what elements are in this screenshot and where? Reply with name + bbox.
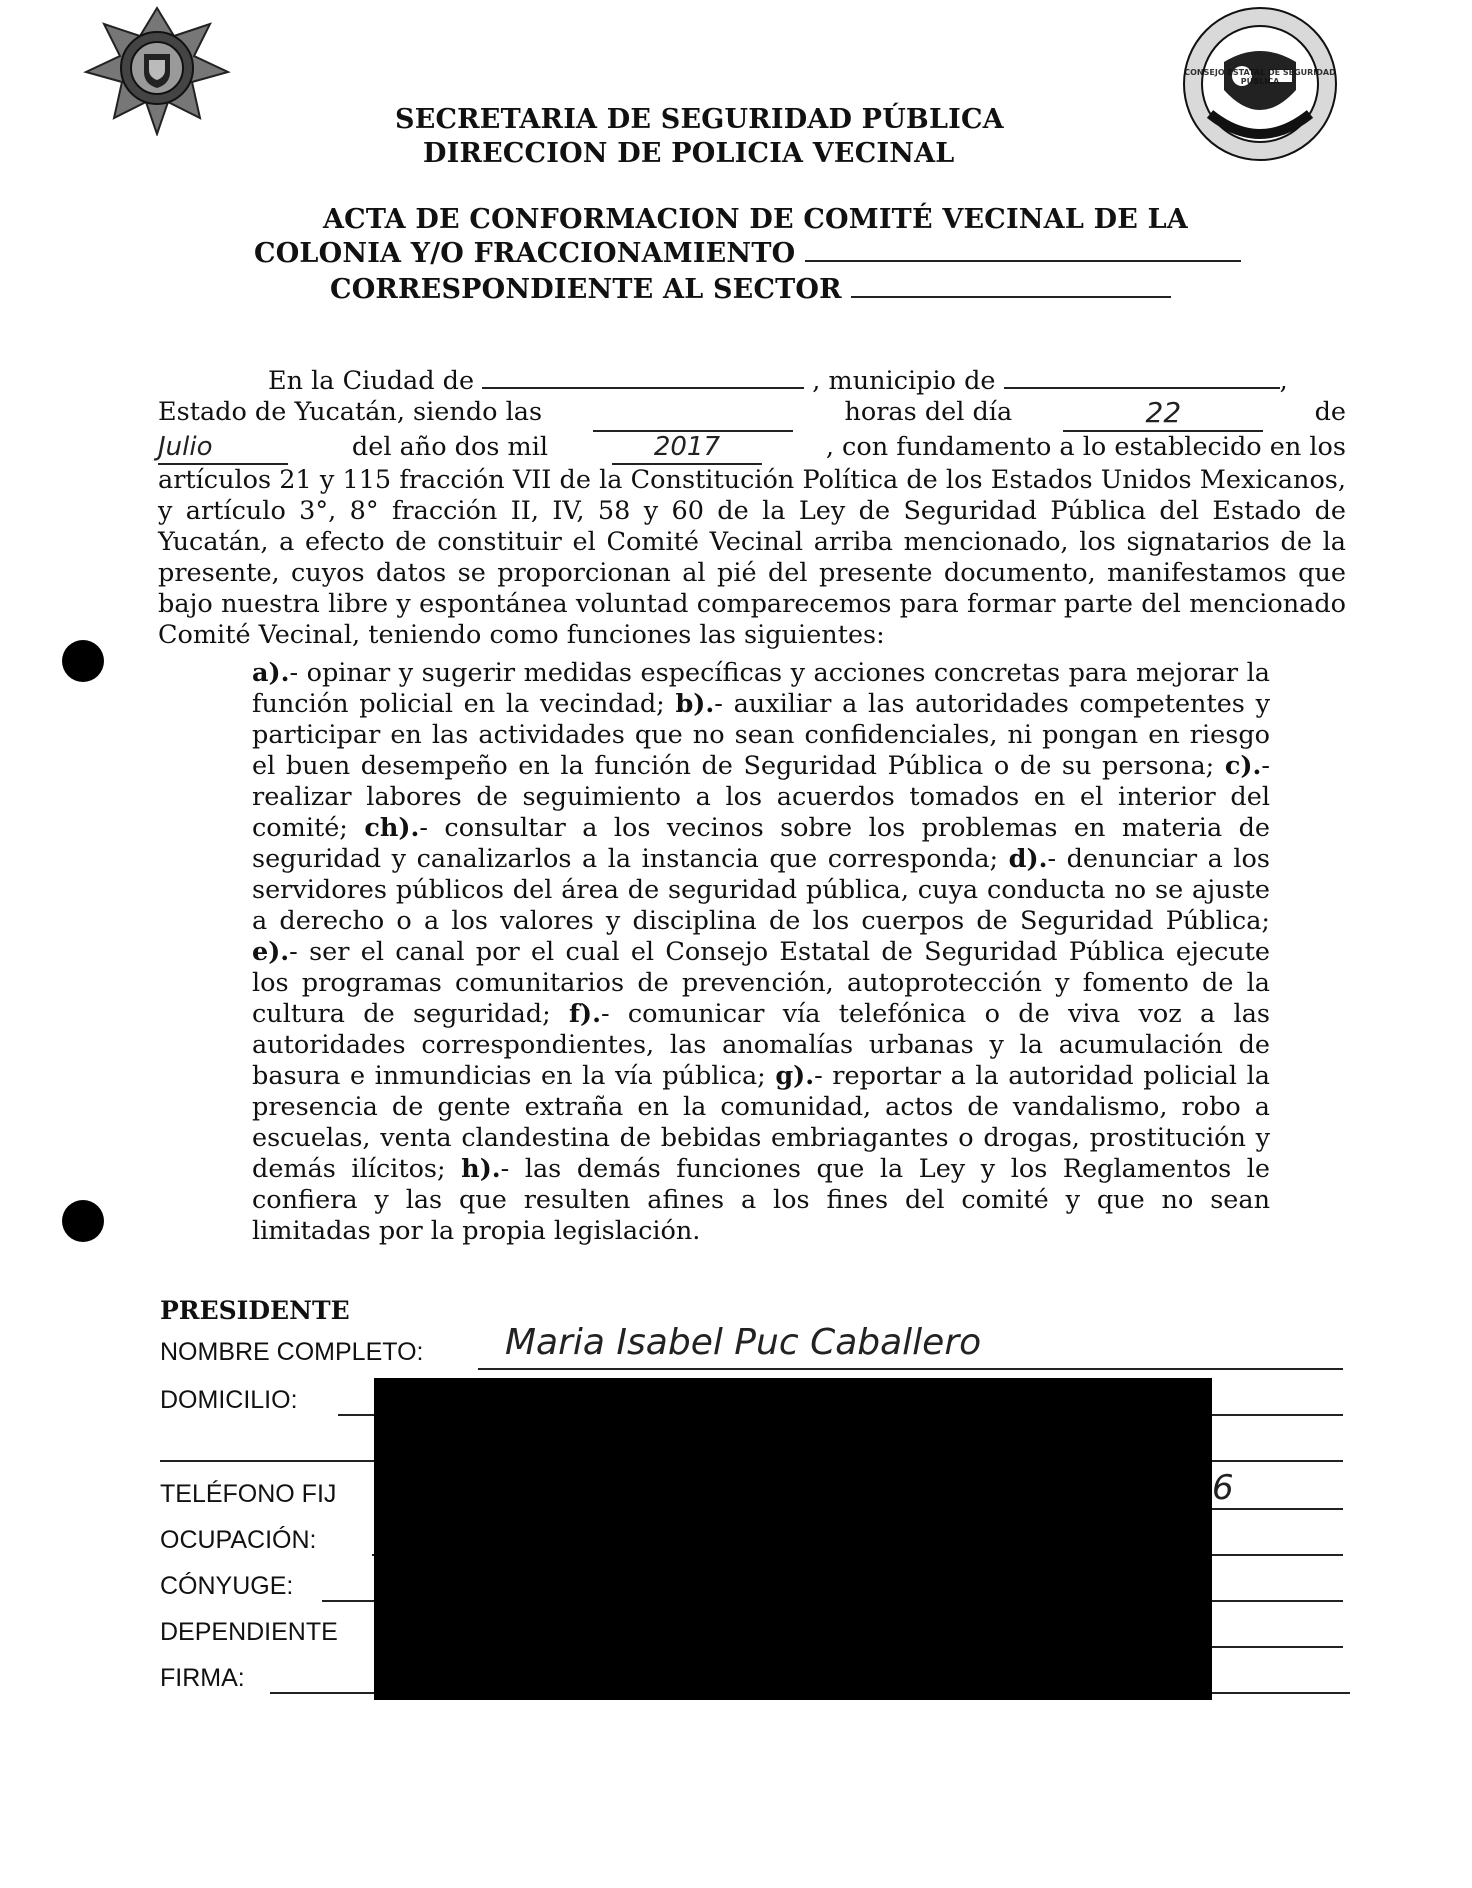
occupation-label: OCUPACIÓN: <box>160 1526 317 1554</box>
address-row <box>160 1386 298 1415</box>
year-field <box>612 432 762 465</box>
colonia-blank-line <box>805 260 1241 262</box>
intro-text-ano: del año dos mil <box>351 432 549 462</box>
intro-line-1 <box>158 366 1346 397</box>
punch-hole-bottom <box>62 1200 104 1242</box>
intro-text-city: En la Ciudad de <box>268 366 475 396</box>
intro-line-3 <box>158 432 1346 465</box>
title-line-2 <box>254 238 1241 269</box>
municipio-blank-line <box>1004 387 1280 389</box>
name-value: Maria Isabel Puc Caballero <box>505 1322 982 1363</box>
function-h-label: h). <box>461 1154 501 1184</box>
address-label: DOMICILIO: <box>160 1386 298 1414</box>
function-b-label: b). <box>675 689 715 719</box>
dependents-row <box>160 1618 338 1647</box>
title-line-3 <box>330 274 1171 305</box>
function-a-text: - opinar y sugerir medidas específicas y acciones concretas para mejorar la función policial en la vecindad; <box>252 658 1270 719</box>
function-d-label: d). <box>1008 844 1048 874</box>
name-line <box>478 1368 1343 1370</box>
spouse-row <box>160 1572 293 1601</box>
intro-line-2 <box>158 397 1346 432</box>
dependents-label: DEPENDIENTE <box>160 1618 338 1646</box>
consejo-seal-logo <box>1180 4 1340 164</box>
phone-value-tail: 6 <box>1212 1468 1234 1508</box>
title-line-1: ACTA DE CONFORMACION DE COMITÉ VECINAL DE LA <box>323 204 1188 235</box>
name-row <box>160 1338 423 1367</box>
month-field <box>158 432 288 465</box>
month-value: Julio <box>158 432 213 462</box>
punch-hole-top <box>62 640 104 682</box>
function-b-text: - auxiliar a las autoridades competentes y participar en las actividades que no sean confidenciales, ni pongan en riesgo el buen desempeño en la función de Seguridad Pública o de su persona; <box>252 689 1271 781</box>
function-c-text: - realizar labores de seguimiento a los acuerdos tomados en el interior del comité; <box>252 751 1270 843</box>
function-ch-text: - consultar a los vecinos sobre los problemas en materia de seguridad y canalizarlos a la instancia que corresponda; <box>252 813 1270 874</box>
intro-paragraph <box>158 366 1346 651</box>
president-heading: PRESIDENTE <box>160 1296 350 1325</box>
function-e-text: - ser el canal por el cual el Consejo Estatal de Seguridad Pública ejecute los programas comunitarios de prevención, autoprotección y fomento de la cultura de seguridad; <box>252 937 1270 1029</box>
signature-row <box>160 1664 245 1693</box>
function-h-text: - las demás funciones que la Ley y los Reglamentos le confiera y las que resulten afines a los fines del comité y que no sean limitadas por la propia legislación. <box>252 1154 1270 1246</box>
functions-list <box>252 658 1270 1247</box>
function-d-text: - denunciar a los servidores públicos del área de seguridad pública, cuya conducta no se ajuste a derecho o a los valores y disciplina de los cuerpos de Seguridad Pública; <box>252 844 1270 936</box>
phone-row <box>160 1480 336 1509</box>
phone-label: TELÉFONO FIJ <box>160 1480 337 1508</box>
function-c-label: c). <box>1224 751 1262 781</box>
day-value: 22 <box>1145 396 1182 429</box>
header-line-2: DIRECCION DE POLICIA VECINAL <box>423 138 955 169</box>
function-ch-label: ch). <box>364 813 420 843</box>
police-badge-logo <box>82 6 232 136</box>
function-f-label: f). <box>569 999 601 1029</box>
function-a-label: a). <box>252 658 290 688</box>
title-sector-label: CORRESPONDIENTE AL SECTOR <box>330 274 842 305</box>
function-g-label: g). <box>775 1061 815 1091</box>
occupation-row <box>160 1526 317 1555</box>
intro-rest: artículos 21 y 115 fracción VII de la Constitución Política de los Estados Unidos Mexicanos, y artículo 3°, 8° fracción II, IV, 58 y 60 de la Ley de Seguridad Pública del Estado de Yucatán, a efecto de constituir el Comité Vecinal arriba mencionado, los signatarios de la presente, cuyos datos se proporcionan al pié del presente documento, manifestamos que bajo nuestra libre y espontánea voluntad comparecemos para formar parte del mencionado Comité Vecinal, teniendo como funciones las siguientes: <box>158 465 1346 650</box>
function-e-label: e). <box>252 937 290 967</box>
intro-text-municipio: , municipio de <box>812 366 996 396</box>
header-line-1: SECRETARIA DE SEGURIDAD PÚBLICA <box>395 104 1004 135</box>
intro-text-comma: , <box>1279 366 1288 396</box>
function-f-text: - comunicar vía telefónica o de viva voz a las autoridades correspondientes, las anomalías urbanas y la acumulación de basura e inmundicias en la vía pública; <box>252 999 1270 1091</box>
signature-label: FIRMA: <box>160 1664 245 1692</box>
title-colonia-label: COLONIA Y/O FRACCIONAMIENTO <box>254 238 796 269</box>
hours-blank-line <box>593 397 793 432</box>
redaction-box <box>374 1378 1212 1700</box>
city-blank-line <box>482 387 804 389</box>
seal-text: CONSEJO ESTATAL DE SEGURIDAD PÚBLICA <box>1184 68 1336 86</box>
name-label: NOMBRE COMPLETO: <box>160 1338 424 1366</box>
sector-blank-line <box>851 296 1171 298</box>
year-value: 2017 <box>653 432 721 462</box>
intro-text-fundamento: , con fundamento a lo establecido en los <box>825 432 1346 462</box>
day-field <box>1063 397 1263 432</box>
intro-text-horas: horas del día <box>844 397 1013 427</box>
intro-text-de: de <box>1314 397 1346 427</box>
spouse-label: CÓNYUGE: <box>160 1572 294 1600</box>
intro-text-estado: Estado de Yucatán, siendo las <box>158 397 543 427</box>
function-g-text: - reportar a la autoridad policial la presencia de gente extraña en la comunidad, actos de vandalismo, robo a escuelas, venta clandestina de bebidas embriagantes o drogas, prostitución y demás ilícitos; <box>252 1061 1270 1184</box>
